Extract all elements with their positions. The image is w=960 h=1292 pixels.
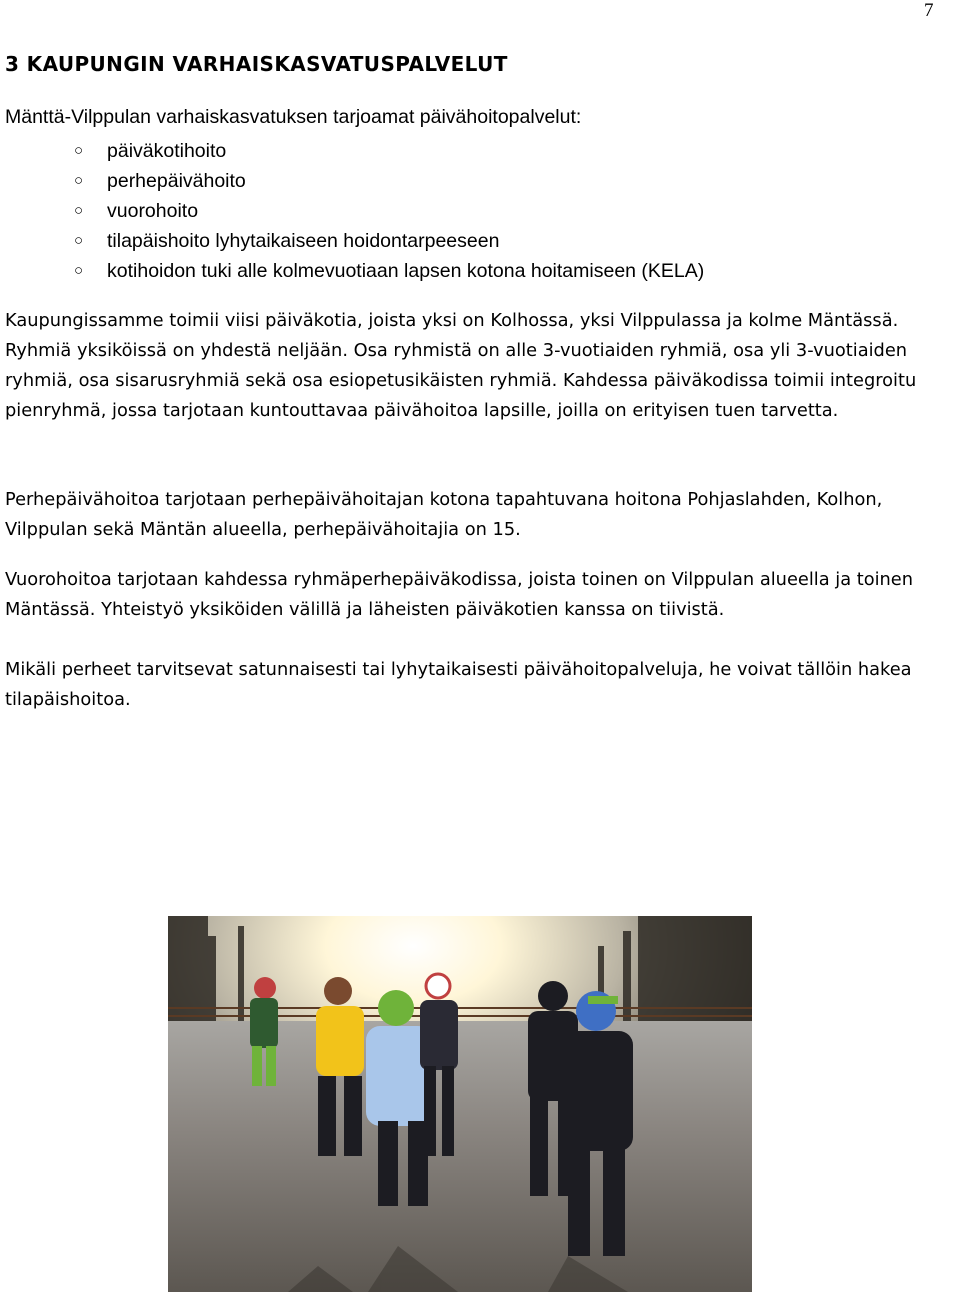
list-item bbox=[0, 136, 704, 166]
paragraph-family-daycare: Perhepäivähoitoa tarjotaan perhepäivähoitajan kotona tapahtuvana hoitona Pohjaslahden, Kolhon, Vilppulan sekä Mäntän alueella, perhepäivähoitajia on 15. bbox=[5, 489, 883, 540]
service-label: perhepäivähoito bbox=[107, 170, 246, 192]
service-label: tilapäishoito lyhytaikaiseen hoidontarpeeseen bbox=[107, 230, 500, 252]
page-number: 7 bbox=[924, 0, 934, 21]
bullet-circle-icon: ○ bbox=[74, 172, 84, 189]
service-label: päiväkotihoito bbox=[107, 140, 227, 162]
list-item bbox=[0, 196, 704, 226]
paragraph-temporary-care: Mikäli perheet tarvitsevat satunnaisesti tai lyhytaikaisesti päivähoitopalveluja, he voivat tällöin hakea tilapäishoitoa. bbox=[5, 659, 912, 710]
services-list bbox=[0, 136, 704, 286]
section-heading: 3 KAUPUNGIN VARHAISKASVATUSPALVELUT bbox=[5, 52, 508, 76]
bullet-circle-icon: ○ bbox=[74, 202, 84, 219]
bullet-circle-icon: ○ bbox=[74, 262, 84, 279]
list-item bbox=[0, 226, 704, 256]
children-playground-photo bbox=[168, 916, 752, 1292]
intro-text: Mänttä-Vilppulan varhaiskasvatuksen tarjoamat päivähoitopalvelut: bbox=[5, 106, 582, 128]
paragraph-shift-care: Vuorohoitoa tarjotaan kahdessa ryhmäperhepäiväkodissa, joista toinen on Vilppulan alueella ja toinen Mäntässä. Yhteistyö yksiköiden välillä ja läheisten päiväkotien kanssa on tiivistä. bbox=[5, 569, 914, 620]
list-item bbox=[0, 256, 704, 286]
paragraph-daycare-centers: Kaupungissamme toimii viisi päiväkotia, joista yksi on Kolhossa, yksi Vilppulassa ja kolme Mäntässä. Ryhmiä yksiköissä on yhdestä neljään. Osa ryhmistä on alle 3-vuotiaiden ryhmiä, osa yli 3-vuotiaiden ryhmiä, osa sisarusryhmiä sekä osa esiopetusikäisten ryhmiä. Kahdessa päiväkodissa toimii integroitu pienryhmä, jossa tarjotaan kuntouttavaa päivähoitoa lapsille, joilla on erityisen tuen tarvetta. bbox=[5, 310, 917, 421]
bullet-circle-icon: ○ bbox=[74, 142, 84, 159]
list-item bbox=[0, 166, 704, 196]
bullet-circle-icon: ○ bbox=[74, 232, 84, 249]
service-label: kotihoidon tuki alle kolmevuotiaan lapsen kotona hoitamiseen (KELA) bbox=[107, 260, 705, 282]
service-label: vuorohoito bbox=[107, 200, 199, 222]
